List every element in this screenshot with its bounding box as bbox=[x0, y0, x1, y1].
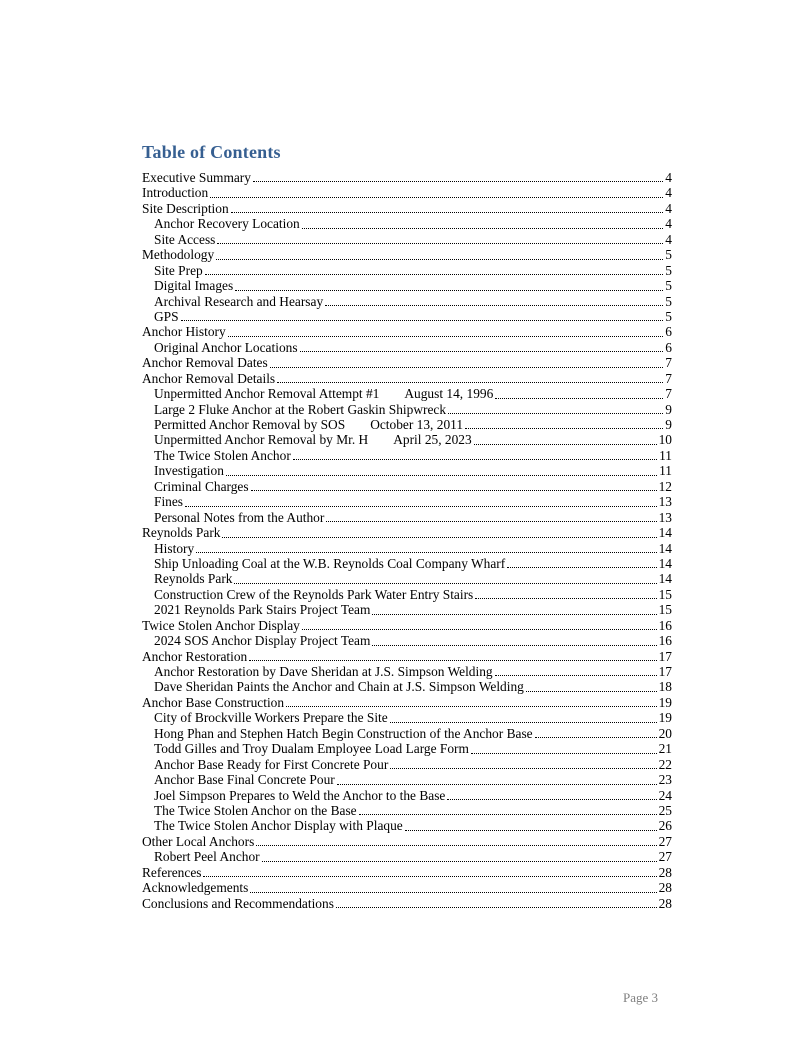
toc-dot-leader bbox=[336, 896, 657, 908]
toc-dot-leader bbox=[231, 201, 664, 213]
toc-page-number: 7 bbox=[665, 355, 672, 371]
toc-page-number: 9 bbox=[665, 401, 672, 417]
toc-entry[interactable] bbox=[142, 510, 672, 525]
toc-page-number: 15 bbox=[658, 586, 672, 602]
toc-entry[interactable] bbox=[142, 695, 672, 710]
toc-entry-label: Anchor Restoration by Dave Sheridan at J.S. Simpson Welding bbox=[154, 664, 493, 679]
toc-page-number: 5 bbox=[665, 278, 672, 294]
toc-entry-label: 2021 Reynolds Park Stairs Project Team bbox=[154, 602, 371, 618]
toc-section bbox=[142, 142, 672, 911]
toc-dot-leader bbox=[372, 633, 656, 645]
toc-dot-leader bbox=[325, 294, 663, 306]
toc-page-number: 22 bbox=[658, 756, 672, 772]
toc-entry[interactable] bbox=[142, 355, 672, 370]
toc-dot-leader bbox=[249, 649, 656, 661]
toc-dot-leader bbox=[256, 834, 656, 846]
toc-page-number: 5 bbox=[665, 293, 672, 309]
toc-page-number: 10 bbox=[658, 432, 672, 448]
toc-entry[interactable] bbox=[142, 834, 672, 849]
toc-entry-label: Original Anchor Locations bbox=[154, 339, 298, 355]
toc-tab-gap bbox=[368, 432, 393, 447]
toc-page-number: 7 bbox=[665, 370, 672, 386]
toc-page-number: 21 bbox=[658, 741, 672, 757]
toc-dot-leader bbox=[447, 788, 656, 800]
toc-entry[interactable] bbox=[142, 541, 672, 556]
toc-entry-date: April 25, 2023 bbox=[393, 432, 472, 448]
toc-entry-label: Introduction bbox=[142, 185, 209, 201]
toc-entry-label: Anchor Base Final Concrete Pour bbox=[154, 772, 335, 788]
toc-page-number: 6 bbox=[665, 339, 672, 355]
toc-page-number: 23 bbox=[658, 772, 672, 788]
toc-dot-leader bbox=[181, 309, 664, 321]
toc-dot-leader bbox=[196, 541, 656, 553]
toc-page-number: 14 bbox=[658, 555, 672, 571]
toc-entry-label: Archival Research and Hearsay bbox=[154, 293, 324, 309]
toc-entry-label: Site Prep bbox=[154, 262, 203, 278]
toc-entry[interactable] bbox=[142, 525, 672, 540]
toc-entry-label: Anchor History bbox=[142, 324, 226, 340]
toc-entry[interactable] bbox=[142, 185, 672, 200]
toc-page-number: 20 bbox=[658, 725, 672, 741]
toc-entry-label: Unpermitted Anchor Removal Attempt #1 bbox=[154, 386, 380, 402]
toc-dot-leader bbox=[302, 618, 657, 630]
toc-page-number: 19 bbox=[658, 710, 672, 726]
toc-entry[interactable] bbox=[142, 463, 672, 478]
toc-dot-leader bbox=[526, 679, 657, 691]
page-number-footer: Page 3 bbox=[622, 990, 658, 1005]
toc-entry-label: Personal Notes from the Author bbox=[154, 509, 325, 525]
toc-entry-label: Twice Stolen Anchor Display bbox=[142, 617, 300, 633]
toc-page-number: 13 bbox=[658, 509, 672, 525]
toc-entry[interactable] bbox=[142, 324, 672, 339]
toc-page-number: 24 bbox=[658, 787, 672, 803]
toc-page-number: 4 bbox=[665, 200, 672, 216]
toc-dot-leader bbox=[253, 170, 663, 182]
toc-page-number: 26 bbox=[658, 818, 672, 834]
toc-entry-label: Site Description bbox=[142, 200, 229, 216]
toc-entry[interactable] bbox=[142, 278, 672, 293]
toc-entry-label: Unpermitted Anchor Removal by Mr. H bbox=[154, 432, 369, 448]
toc-page-number: 16 bbox=[658, 617, 672, 633]
toc-entry-label: The Twice Stolen Anchor on the Base bbox=[154, 802, 357, 818]
toc-entry[interactable] bbox=[142, 170, 672, 185]
toc-entry-label: 2024 SOS Anchor Display Project Team bbox=[154, 633, 371, 649]
toc-entry[interactable] bbox=[142, 571, 672, 586]
toc-entry-label: Reynolds Park bbox=[142, 525, 221, 541]
toc-page-number: 28 bbox=[658, 895, 672, 911]
toc-dot-leader bbox=[251, 479, 657, 491]
toc-page-number: 19 bbox=[658, 694, 672, 710]
toc-entry-label: Anchor Recovery Location bbox=[154, 216, 300, 232]
toc-entry-label: Acknowledgements bbox=[142, 880, 249, 896]
toc-page-number: 28 bbox=[658, 880, 672, 896]
toc-entry-label: Anchor Base Ready for First Concrete Pour bbox=[154, 756, 389, 772]
toc-entry[interactable] bbox=[142, 602, 672, 617]
toc-dot-leader bbox=[205, 263, 664, 275]
toc-page-number: 27 bbox=[658, 833, 672, 849]
toc-entry-label: Investigation bbox=[154, 463, 224, 479]
toc-entry[interactable] bbox=[142, 232, 672, 247]
toc-entry[interactable] bbox=[142, 726, 672, 741]
toc-entry-label: Anchor Removal Dates bbox=[142, 355, 268, 371]
toc-page-number: 4 bbox=[665, 170, 672, 185]
toc-entry-label: Robert Peel Anchor bbox=[154, 849, 260, 865]
toc-dot-leader bbox=[217, 232, 663, 244]
toc-entry-label: Reynolds Park bbox=[154, 571, 233, 587]
toc-page-number: 5 bbox=[665, 308, 672, 324]
toc-entry[interactable] bbox=[142, 494, 672, 509]
toc-page-number: 13 bbox=[658, 494, 672, 510]
toc-page-number: 4 bbox=[665, 231, 672, 247]
toc-entry-label: GPS bbox=[154, 308, 179, 324]
toc-entry[interactable] bbox=[142, 247, 672, 262]
toc-entry[interactable] bbox=[142, 448, 672, 463]
toc-entry[interactable] bbox=[142, 679, 672, 694]
toc-dot-leader bbox=[222, 525, 656, 537]
toc-entry[interactable] bbox=[142, 340, 672, 355]
toc-entry[interactable] bbox=[142, 710, 672, 725]
toc-page-number: 15 bbox=[658, 602, 672, 618]
toc-entry[interactable] bbox=[142, 402, 672, 417]
toc-entry[interactable] bbox=[142, 788, 672, 803]
toc-entry-label: Dave Sheridan Paints the Anchor and Chain at J.S. Simpson Welding bbox=[154, 679, 524, 695]
toc-page-number: 5 bbox=[665, 262, 672, 278]
toc-dot-leader bbox=[228, 324, 664, 336]
toc-dot-leader bbox=[405, 818, 657, 830]
toc-entry-label: Executive Summary bbox=[142, 170, 251, 185]
toc-page-number: 16 bbox=[658, 633, 672, 649]
toc-dot-leader bbox=[326, 510, 656, 522]
toc-entry[interactable] bbox=[142, 849, 672, 864]
toc-entry-label: Large 2 Fluke Anchor at the Robert Gaskin Shipwreck bbox=[154, 401, 447, 417]
toc-page-number: 11 bbox=[659, 463, 672, 479]
toc-page-number: 4 bbox=[665, 185, 672, 201]
toc-entry[interactable] bbox=[142, 386, 672, 401]
toc-page-number: 14 bbox=[658, 540, 672, 556]
toc-entry-label: The Twice Stolen Anchor Display with Plaque bbox=[154, 818, 403, 834]
toc-entry-label: Methodology bbox=[142, 247, 215, 263]
toc-entry-label: Digital Images bbox=[154, 278, 234, 294]
toc-dot-leader bbox=[302, 216, 664, 228]
toc-entry[interactable] bbox=[142, 741, 672, 756]
toc-dot-leader bbox=[359, 803, 657, 815]
toc-entry-label: History bbox=[154, 540, 195, 556]
toc-dot-leader bbox=[185, 494, 657, 506]
toc-dot-leader bbox=[495, 386, 663, 398]
toc-entry[interactable] bbox=[142, 896, 672, 911]
toc-page-number: 14 bbox=[658, 571, 672, 587]
toc-page-number: 7 bbox=[665, 386, 672, 402]
toc-entry[interactable] bbox=[142, 587, 672, 602]
toc-dot-leader bbox=[337, 772, 657, 784]
toc-dot-leader bbox=[270, 355, 664, 367]
toc-dot-leader bbox=[210, 185, 663, 197]
toc-dot-leader bbox=[390, 710, 657, 722]
toc-dot-leader bbox=[286, 695, 657, 707]
toc-entry-label: Other Local Anchors bbox=[142, 833, 255, 849]
toc-dot-leader bbox=[474, 432, 657, 444]
toc-page-number: 4 bbox=[665, 216, 672, 232]
toc-page-number: 25 bbox=[658, 802, 672, 818]
toc-dot-leader bbox=[250, 880, 656, 892]
toc-entry[interactable] bbox=[142, 417, 672, 432]
toc-list bbox=[142, 170, 672, 911]
toc-page-number: 17 bbox=[658, 648, 672, 664]
toc-entry[interactable] bbox=[142, 818, 672, 833]
toc-dot-leader bbox=[390, 757, 656, 769]
toc-page-number: 9 bbox=[665, 417, 672, 432]
toc-dot-leader bbox=[293, 448, 657, 460]
toc-entry[interactable] bbox=[142, 803, 672, 818]
toc-page-number: 5 bbox=[665, 247, 672, 263]
toc-entry[interactable] bbox=[142, 618, 672, 633]
toc-entry-label: Todd Gilles and Troy Dualam Employee Load Large Form bbox=[154, 741, 469, 757]
toc-entry-label: Site Access bbox=[154, 231, 216, 247]
toc-entry-label: Conclusions and Recommendations bbox=[142, 895, 334, 911]
toc-page-number: 27 bbox=[658, 849, 672, 865]
toc-page-number: 12 bbox=[658, 478, 672, 494]
toc-entry-label: The Twice Stolen Anchor bbox=[154, 447, 291, 463]
toc-entry[interactable] bbox=[142, 309, 672, 324]
toc-heading: Table of Contents bbox=[142, 142, 281, 162]
toc-page-number: 11 bbox=[659, 447, 672, 463]
toc-entry[interactable] bbox=[142, 216, 672, 231]
toc-page-number: 28 bbox=[658, 864, 672, 880]
toc-entry-label: Anchor Base Construction bbox=[142, 694, 285, 710]
toc-entry[interactable] bbox=[142, 479, 672, 494]
toc-dot-leader bbox=[234, 571, 656, 583]
toc-entry-date: October 13, 2011 bbox=[370, 417, 464, 432]
toc-entry-label: Anchor Restoration bbox=[142, 648, 248, 664]
toc-entry-label: Joel Simpson Prepares to Weld the Anchor to the Base bbox=[154, 787, 446, 803]
toc-dot-leader bbox=[507, 556, 656, 568]
toc-entry[interactable] bbox=[142, 649, 672, 664]
toc-entry[interactable] bbox=[142, 880, 672, 895]
toc-dot-leader bbox=[235, 278, 663, 290]
toc-entry-label: Ship Unloading Coal at the W.B. Reynolds Coal Company Wharf bbox=[154, 555, 506, 571]
toc-entry-label: Anchor Removal Details bbox=[142, 370, 276, 386]
toc-dot-leader bbox=[465, 417, 663, 429]
toc-entry[interactable] bbox=[142, 201, 672, 216]
toc-dot-leader bbox=[226, 463, 657, 475]
toc-entry-label: Permitted Anchor Removal by SOS bbox=[154, 417, 346, 432]
toc-entry[interactable] bbox=[142, 664, 672, 679]
toc-entry-label: Hong Phan and Stephen Hatch Begin Construction of the Anchor Base bbox=[154, 725, 533, 741]
toc-entry-date: August 14, 1996 bbox=[404, 386, 494, 402]
toc-dot-leader bbox=[535, 726, 657, 738]
toc-tab-gap bbox=[379, 386, 404, 401]
toc-entry[interactable] bbox=[142, 633, 672, 648]
toc-entry[interactable] bbox=[142, 294, 672, 309]
toc-entry[interactable] bbox=[142, 371, 672, 386]
toc-dot-leader bbox=[372, 602, 656, 614]
toc-entry-label: Construction Crew of the Reynolds Park Water Entry Stairs bbox=[154, 586, 474, 602]
toc-dot-leader bbox=[475, 587, 656, 599]
toc-entry[interactable] bbox=[142, 772, 672, 787]
toc-entry[interactable] bbox=[142, 757, 672, 772]
toc-dot-leader bbox=[448, 402, 663, 414]
toc-page-number: 18 bbox=[658, 679, 672, 695]
toc-entry-label: References bbox=[142, 864, 202, 880]
toc-dot-leader bbox=[216, 247, 663, 259]
toc-page-number: 17 bbox=[658, 664, 672, 679]
toc-tab-gap bbox=[345, 417, 370, 432]
toc-page-number: 14 bbox=[658, 525, 672, 541]
toc-dot-leader bbox=[203, 865, 656, 877]
toc-page-number: 6 bbox=[665, 324, 672, 340]
toc-dot-leader bbox=[277, 371, 663, 383]
toc-dot-leader bbox=[262, 849, 657, 861]
toc-dot-leader bbox=[471, 741, 657, 753]
toc-entry[interactable] bbox=[142, 865, 672, 880]
toc-dot-leader bbox=[300, 340, 664, 352]
toc-dot-leader bbox=[495, 664, 657, 676]
toc-entry[interactable] bbox=[142, 432, 672, 447]
toc-entry-label: Criminal Charges bbox=[154, 478, 249, 494]
toc-entry[interactable] bbox=[142, 556, 672, 571]
toc-entry[interactable] bbox=[142, 263, 672, 278]
toc-entry-label: Fines bbox=[154, 494, 184, 510]
toc-entry-label: City of Brockville Workers Prepare the Site bbox=[154, 710, 388, 726]
